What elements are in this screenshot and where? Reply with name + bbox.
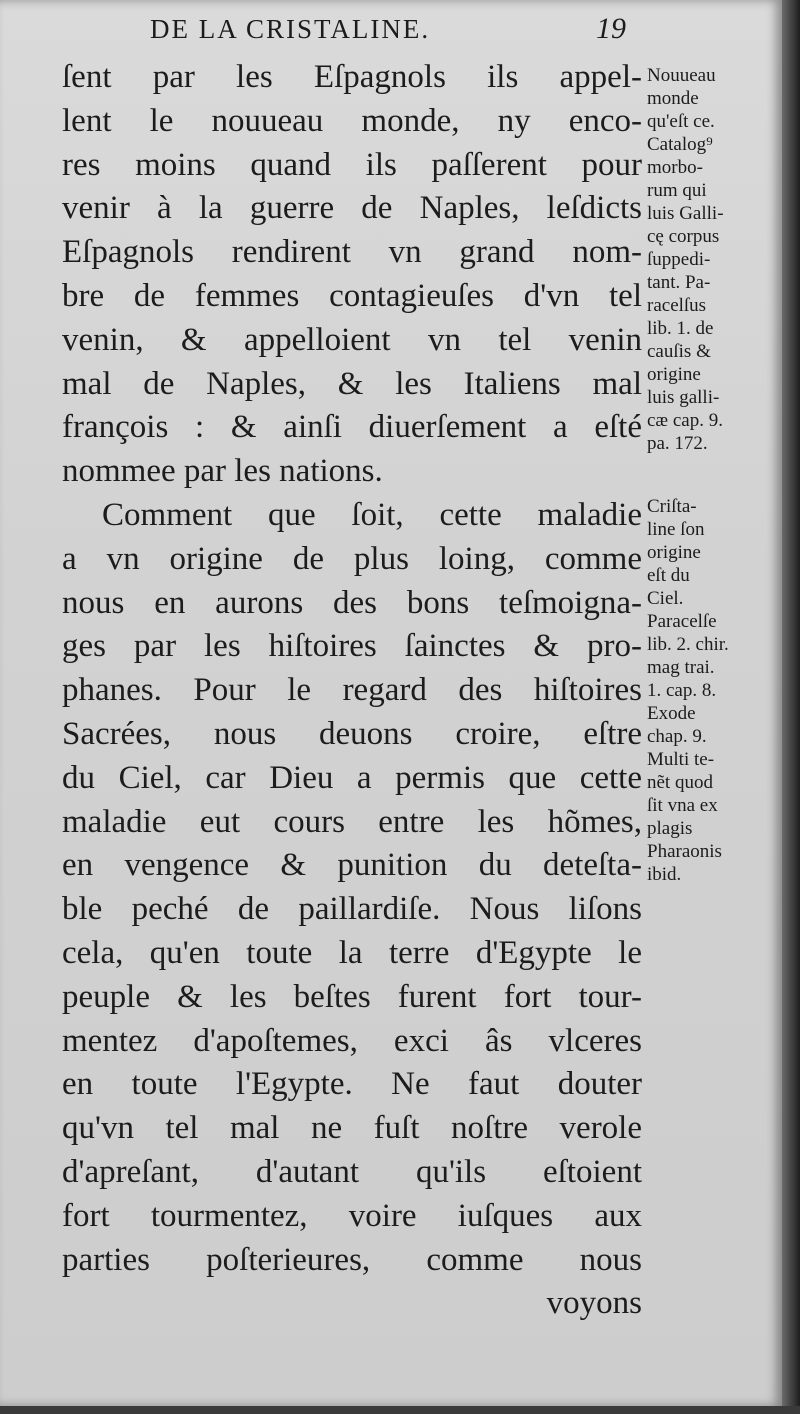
text-line: nous en aurons des bons teſmoigna-: [62, 584, 642, 621]
text-line: cela, qu'en toute la terre d'Egypte le: [62, 934, 642, 971]
margin-note-line: nẽt quod: [647, 772, 713, 793]
text-line: mal de Naples, & les Italiens mal: [62, 365, 642, 402]
margin-note-line: racelſus: [647, 295, 707, 316]
margin-note-line: lib. 1. de: [647, 318, 714, 339]
page-edge-shadow: [782, 0, 800, 1414]
margin-notes: [647, 64, 773, 886]
margin-note-line: ibid.: [647, 864, 682, 885]
margin-note-line: morbo-: [647, 157, 703, 178]
text-line: venir à la guerre de Naples, leſdicts: [62, 190, 642, 227]
text-line: fort tourmentez, voire iuſques aux: [62, 1197, 642, 1234]
text-line: Comment que ſoit, cette maladie: [102, 496, 642, 533]
text-line: du Ciel, car Dieu a permis que cette: [62, 759, 642, 796]
main-text-block: [62, 56, 642, 1326]
margin-note-line: cæ cap. 9.: [647, 410, 723, 431]
text-line: maladie eut cours entre les hõmes,: [62, 803, 642, 840]
margin-note-line: eſt du: [647, 565, 690, 586]
margin-note-line: tant. Pa-: [647, 272, 711, 293]
margin-note-line: luis Galli-: [647, 203, 724, 224]
margin-note-line: chap. 9.: [647, 726, 707, 747]
text-line: qu'vn tel mal ne fuſt noſtre verole: [62, 1110, 642, 1147]
text-line: a vn origine de plus loing, comme: [62, 540, 642, 577]
catchword: voyons: [546, 1285, 642, 1322]
text-line: lent le nouueau monde, ny enco-: [62, 102, 642, 139]
margin-note-line: qu'eſt ce.: [647, 111, 715, 132]
text-line: françois : & ainſi diuerſement a eſté: [62, 409, 642, 446]
margin-note-line: 1. cap. 8.: [647, 680, 717, 701]
page-bottom-edge: [0, 1406, 800, 1414]
margin-note-line: Pharaonis: [647, 841, 722, 862]
text-line: phanes. Pour le regard des hiſtoires: [62, 672, 642, 709]
text-line: venin, & appelloient vn tel venin: [62, 321, 642, 358]
margin-note-cristaline: [647, 495, 773, 886]
text-line: mentez d'apoſtemes, exci âs vlceres: [62, 1022, 642, 1059]
running-head: DE LA CRISTALINE.: [150, 14, 431, 44]
margin-note-line: ſit vna ex: [647, 795, 718, 816]
text-line: en toute l'Egypte. Ne faut douter: [62, 1066, 642, 1103]
margin-note-line: lib. 2. chir.: [647, 634, 729, 655]
margin-note-line: Multi te-: [647, 749, 715, 770]
text-line: Eſpagnols rendirent vn grand nom-: [62, 234, 642, 271]
margin-note-line: line ſon: [647, 519, 705, 540]
margin-note-line: mag trai.: [647, 657, 715, 678]
text-line: bre de femmes contagieuſes d'vn tel: [62, 277, 642, 314]
text-line: en vengence & punition du deteſta-: [62, 847, 642, 884]
margin-note-line: origine: [647, 542, 701, 563]
margin-note-line: Paracelſe: [647, 611, 717, 632]
text-line: d'apreſant, d'autant qu'ils eſtoient: [62, 1153, 642, 1190]
margin-note-line: plagis: [647, 818, 693, 839]
text-line: ble peché de paillardiſe. Nous liſons: [62, 891, 642, 928]
margin-note-line: monde: [647, 88, 699, 109]
margin-note-line: Exode: [647, 703, 696, 724]
text-line: peuple & les beſtes furent fort tour-: [62, 978, 642, 1015]
margin-note-new-world: [647, 64, 773, 455]
page-number: 19: [596, 12, 626, 45]
text-line: ges par les hiſtoires ſainctes & pro-: [62, 628, 642, 665]
text-line: res moins quand ils paſſerent pour: [62, 146, 642, 183]
margin-note-line: cauſis &: [647, 341, 711, 362]
margin-note-line: cę corpus: [647, 226, 720, 247]
margin-note-line: origine: [647, 364, 701, 385]
margin-note-line: pa. 172.: [647, 433, 708, 454]
margin-note-line: Criſta-: [647, 496, 697, 517]
text-line: parties poſterieures, comme nous: [62, 1241, 642, 1278]
text-line: nommee par les nations.: [62, 453, 383, 490]
text-line: Sacrées, nous deuons croire, eſtre: [62, 715, 642, 752]
margin-note-line: rum qui: [647, 180, 707, 201]
margin-note-line: Catalog⁹: [647, 134, 713, 155]
margin-note-line: Ciel.: [647, 588, 684, 609]
margin-note-line: ſuppedi-: [647, 249, 711, 270]
margin-note-line: Nouueau: [647, 65, 716, 86]
text-line: ſent par les Eſpagnols ils appel-: [62, 59, 642, 95]
margin-note-line: luis galli-: [647, 387, 720, 408]
